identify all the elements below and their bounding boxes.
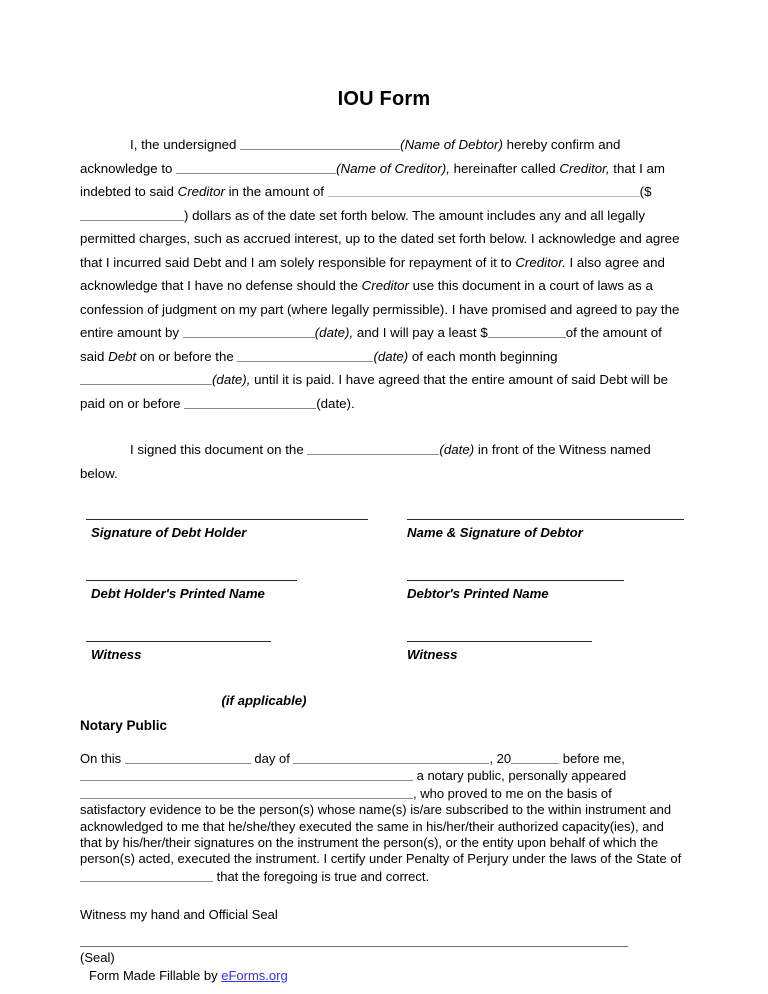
- signature-row-3: [80, 641, 688, 687]
- witness-hand-seal-text: Witness my hand and Official Seal: [80, 907, 278, 923]
- monthly-day-blank[interactable]: [237, 348, 373, 362]
- text-a-notary-public: a notary public, personally appeared: [413, 768, 627, 784]
- final-payment-date-blank[interactable]: [184, 395, 316, 409]
- text-year-prefix: , 20: [489, 751, 512, 766]
- witness-left-label: Witness: [91, 647, 142, 662]
- debtor-signature-field[interactable]: [407, 519, 684, 540]
- signing-statement-paragraph: [80, 438, 688, 485]
- notary-month-blank[interactable]: [293, 750, 489, 764]
- debtor-printed-label: Debtor's Printed Name: [407, 586, 549, 601]
- notary-date-line: [80, 750, 688, 767]
- notary-day-blank[interactable]: [125, 750, 251, 764]
- footer-credit-text: Form Made Fillable by: [89, 967, 222, 983]
- signature-row-1: [80, 519, 688, 580]
- signature-section: [80, 519, 688, 687]
- agreement-paragraph: [80, 133, 688, 415]
- notary-appearer-line: [80, 785, 688, 802]
- text-of-amount: of the amount of said: [80, 325, 662, 364]
- text-dollars-open: ($: [639, 184, 652, 199]
- witness-right-field[interactable]: [407, 641, 592, 662]
- debtor-printed-line[interactable]: [407, 580, 624, 581]
- notary-certification-paragraph: [80, 802, 688, 885]
- state-name-blank[interactable]: [80, 868, 213, 882]
- footer-credit: [80, 968, 688, 984]
- debt-holder-printed-line[interactable]: [86, 580, 297, 581]
- label-date-2: (date),: [212, 372, 251, 387]
- text-pay-at-least: and I will pay a least $: [353, 325, 488, 340]
- signature-row-2: [80, 580, 688, 641]
- text-amount-of: in the amount of: [224, 184, 328, 199]
- notary-year-blank[interactable]: [511, 750, 559, 764]
- page-title: IOU Form: [337, 88, 431, 110]
- text-confession-judgment: use this document in a court of laws as a confession of judgment on my part (where legally permissible). I have promised and agreed to pay the entire amount by: [80, 278, 680, 340]
- text-day-of: day of: [250, 751, 294, 766]
- amount-dollars-blank[interactable]: [80, 207, 184, 221]
- text-acknowledge-to: hereby confirm and acknowledge to: [80, 137, 621, 176]
- debt-holder-printed-field[interactable]: [86, 580, 297, 601]
- em-debt: Debt: [108, 348, 137, 364]
- debtor-signature-line[interactable]: [407, 519, 684, 520]
- text-until-paid: until it is paid. I have agreed that the entire amount of said Debt will be paid on or before: [80, 372, 669, 411]
- text-satisfactory-evidence: satisfactory evidence to be the person(s) whose name(s) is/are subscribed to the within instrument and acknowledged to me that he/she/they executed the same in his/her/their authorized capacity(ies), and that by his/her/their signatures on the instrument the person(s), or the entity upon behalf of which the person(s) acted, executed the instrument. I certify under Penalty of Perjury under the laws of the State of: [80, 802, 682, 867]
- text-undersigned: I, the undersigned: [130, 137, 241, 152]
- witness-right-label: Witness: [407, 647, 458, 662]
- label-date-plain: (date).: [316, 395, 355, 411]
- text-on-this: On this: [80, 751, 125, 766]
- text-indebted: that I am indebted to said: [80, 160, 666, 199]
- notary-name-blank[interactable]: [80, 767, 413, 781]
- text-witness-named: in front of the Witness named below.: [80, 442, 651, 481]
- beginning-date-blank[interactable]: [80, 371, 212, 385]
- em-creditor-2: Creditor: [177, 184, 225, 199]
- notary-acknowledgment-block: [80, 750, 688, 885]
- installment-amount-blank[interactable]: [488, 324, 566, 338]
- agreement-body: [80, 133, 688, 485]
- debt-holder-printed-label: Debt Holder's Printed Name: [91, 586, 265, 601]
- text-who-proved: , who proved to me on the basis of: [413, 785, 612, 801]
- text-before-me: before me,: [559, 751, 625, 766]
- text-foregoing-true: that the foregoing is true and correct.: [213, 868, 430, 884]
- signing-date-blank[interactable]: [307, 441, 439, 455]
- debtor-name-blank[interactable]: [240, 136, 400, 150]
- payoff-date-blank[interactable]: [183, 324, 315, 338]
- witness-left-field[interactable]: [86, 641, 271, 662]
- label-date-3: (date): [439, 442, 475, 457]
- amount-words-blank[interactable]: [328, 183, 640, 197]
- label-date-1: (date),: [314, 325, 354, 340]
- witness-left-line[interactable]: [86, 641, 271, 642]
- text-on-or-before: on or before the: [136, 348, 238, 364]
- text-no-defense: I also agree and acknowledge that I have no defense should the: [80, 254, 665, 293]
- if-applicable-note: (if applicable): [221, 693, 307, 708]
- debtor-signature-label: Name & Signature of Debtor: [407, 525, 583, 540]
- creditor-name-blank[interactable]: [176, 160, 336, 174]
- debt-holder-signature-line[interactable]: [86, 519, 368, 520]
- witness-right-line[interactable]: [407, 641, 592, 642]
- label-name-of-debtor: (Name of Debtor): [400, 137, 503, 152]
- text-signed-on: I signed this document on the: [130, 442, 308, 457]
- debt-holder-signature-field[interactable]: [86, 519, 368, 540]
- em-creditor-4: Creditor: [361, 278, 409, 293]
- notary-public-heading: Notary Public: [80, 718, 168, 733]
- eforms-link[interactable]: eForms.org: [221, 967, 288, 983]
- seal-divider-line: [80, 946, 628, 947]
- label-date-em: (date): [373, 348, 409, 364]
- text-hereinafter: hereinafter called: [449, 160, 560, 176]
- debtor-printed-field[interactable]: [407, 580, 624, 601]
- label-name-of-creditor: (Name of Creditor),: [336, 160, 450, 176]
- debt-holder-signature-label: Signature of Debt Holder: [91, 525, 247, 540]
- appearer-name-blank[interactable]: [80, 785, 413, 799]
- text-amount-includes: ) dollars as of the date set forth below. The amount includes any and all legally permitted charges, such as accrued interest, up to the dated set forth below. I acknowledge and agree that I incurred said Debt and I am solely responsible for repayment of it to: [80, 207, 680, 270]
- notary-name-line: [80, 767, 688, 784]
- text-each-month: of each month beginning: [408, 348, 558, 364]
- em-creditor-3: Creditor.: [515, 254, 566, 270]
- seal-label: (Seal): [80, 949, 115, 965]
- em-creditor-1: Creditor,: [559, 160, 610, 176]
